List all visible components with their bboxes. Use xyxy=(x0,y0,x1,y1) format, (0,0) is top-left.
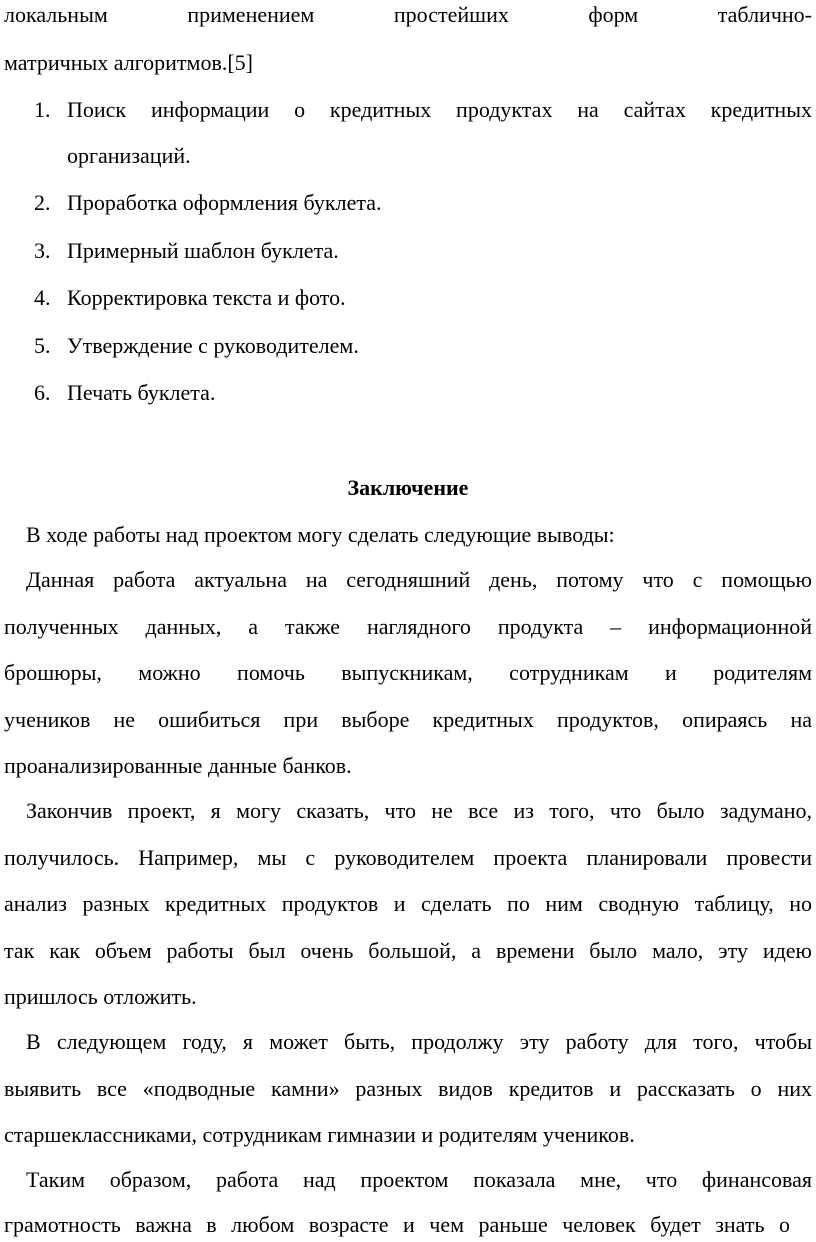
paragraph-line: Таким образом, работа над проектом показала мне, что финансовая xyxy=(26,1167,812,1192)
list-item-number: 5. xyxy=(34,333,51,358)
paragraph-line: полученных данных, а также наглядного продукта – информационной xyxy=(4,614,812,639)
list-item-text: Поиск информации о кредитных продуктах на сайтах кредитных xyxy=(67,97,812,122)
paragraph-line: старшеклассниками, сотрудникам гимназии и родителям учеников. xyxy=(4,1122,635,1147)
list-item-text: Примерный шаблон буклета. xyxy=(67,238,339,263)
list-item-text: Утверждение с руководителем. xyxy=(67,333,359,358)
paragraph-line: грамотность важна в любом возрасте и чем раньше человек будет знать о xyxy=(4,1212,790,1237)
intro-line-2: матричных алгоритмов.[5] xyxy=(4,50,254,75)
paragraph-line: Данная работа актуальна на сегодняшний день, потому что с помощью xyxy=(26,567,812,592)
list-item-number: 3. xyxy=(34,238,51,263)
paragraph-line: выявить все «подводные камни» разных видов кредитов и рассказать о них xyxy=(4,1076,812,1101)
paragraph-line: брошюры, можно помочь выпускникам, сотрудникам и родителям xyxy=(4,660,812,685)
paragraph-line: получилось. Например, мы с руководителем проекта планировали провести xyxy=(4,845,812,870)
list-item-text: Проработка оформления буклета. xyxy=(67,190,382,215)
paragraph-line: проанализированные данные банков. xyxy=(4,753,352,778)
intro-line-1: локальным применением простейших форм таблично- xyxy=(4,2,812,27)
list-item-number: 2. xyxy=(34,190,51,215)
list-item-number: 4. xyxy=(34,285,51,310)
list-item-text-continued: организаций. xyxy=(67,143,191,168)
list-item-text: Печать буклета. xyxy=(67,380,216,405)
list-item-number: 6. xyxy=(34,380,51,405)
paragraph-line: В следующем году, я может быть, продолжу эту работу для того, чтобы xyxy=(26,1029,812,1054)
list-item-text: Корректировка текста и фото. xyxy=(67,285,346,310)
paragraph-line: учеников не ошибиться при выборе кредитных продуктов, опираясь на xyxy=(4,707,812,732)
paragraph-line: пришлось отложить. xyxy=(4,984,197,1009)
paragraph-line: Закончив проект, я могу сказать, что не все из того, что было задумано, xyxy=(26,798,812,823)
list-item-number: 1. xyxy=(34,97,51,122)
section-heading: Заключение xyxy=(347,475,469,500)
paragraph-line: анализ разных кредитных продуктов и сделать по ним сводную таблицу, но xyxy=(4,891,812,916)
paragraph-intro: В ходе работы над проектом могу сделать следующие выводы: xyxy=(26,522,615,547)
paragraph-line: так как объем работы был очень большой, а времени было мало, эту идею xyxy=(4,938,812,963)
